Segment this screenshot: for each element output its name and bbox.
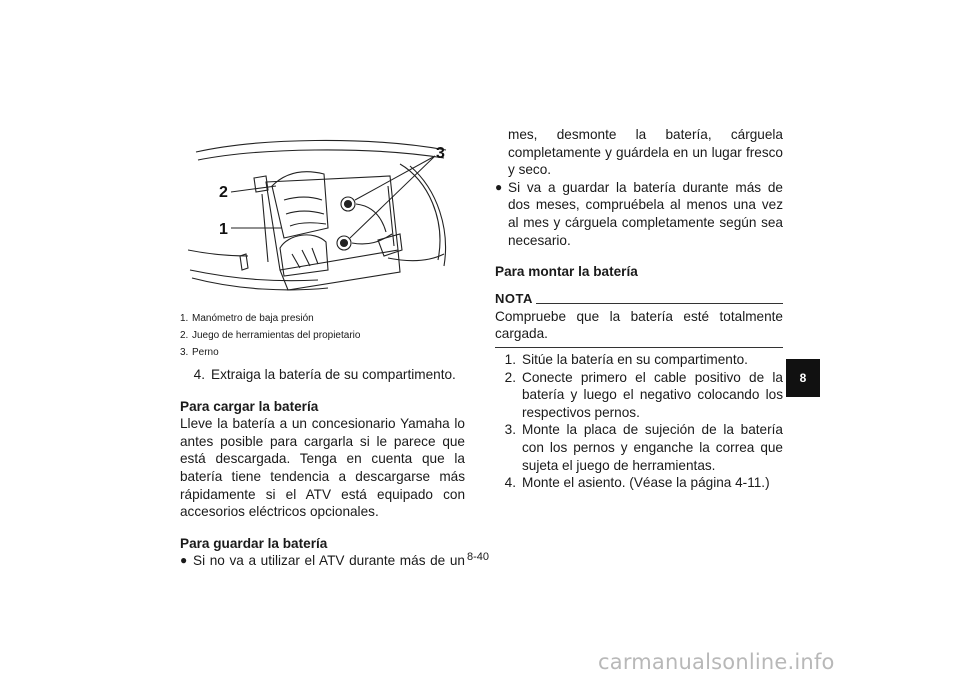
charge-paragraph: Lleve la batería a un concesionario Yamaha lo antes posible para cargarla si le parece que está descargada. Tenga en cuenta que la batería tiene tendencia a descargarse más rápidamente si el ATV está equipado con accesorios eléctricos opcionales.	[180, 416, 465, 520]
right-column	[495, 126, 783, 492]
watermark: carmanualsonline.info	[598, 650, 835, 674]
callout-label-2: 2	[219, 184, 228, 201]
callout-label-3: 3	[436, 145, 445, 162]
figure-captions	[180, 310, 470, 361]
note-header	[495, 292, 783, 306]
bullet-dot-icon: ●	[180, 553, 188, 568]
note-rule	[536, 303, 783, 304]
note-end-rule	[495, 347, 783, 348]
mount-step: 4. Monte el asiento. (Véase la página 4-11.)	[504, 475, 770, 491]
left-column	[180, 366, 465, 570]
store-bullet-1-continued: mes, desmonte la batería, cárguela completamente y guárdela en un lugar fresco y seco.	[508, 127, 783, 178]
mount-heading: Para montar la batería	[495, 264, 638, 280]
bullet-dot-icon: ●	[495, 179, 503, 194]
battery-compartment-illustration	[188, 130, 450, 302]
callout-label-1: 1	[219, 221, 228, 238]
note-label: NOTA	[495, 290, 533, 306]
caption-item: 2. Juego de herramientas del propietario	[180, 330, 361, 341]
mount-step: 2. Conecte primero el cable positivo de la batería y luego el negativo colocando los respectivos pernos.	[504, 369, 783, 420]
mount-step: 1. Sitúe la batería en su compartimento.	[504, 351, 748, 367]
caption-item: 3. Perno	[180, 347, 219, 358]
caption-item: 1. Manómetro de baja presión	[180, 313, 314, 324]
chapter-tab[interactable]: 8	[786, 359, 820, 397]
battery-compartment-drawing	[188, 130, 450, 302]
charge-heading: Para cargar la batería	[180, 398, 319, 414]
note-text: Compruebe que la batería esté totalmente cargada.	[495, 308, 783, 342]
store-heading: Para guardar la batería	[180, 535, 328, 551]
removal-step-4: 4. Extraiga la batería de su compartimento.	[193, 367, 456, 382]
store-bullet-1: ● Si no va a utilizar el ATV durante más de un	[180, 553, 465, 569]
mount-step: 3. Monte la placa de sujeción de la batería con los pernos y enganche la correa que sujeta el juego de herramientas.	[504, 422, 783, 473]
store-bullet-2: ● Si va a guardar la batería durante más de dos meses, compruébela al menos una vez al mes y cárguela completamente según sea necesario.	[495, 179, 783, 248]
page-number: 8-40	[467, 551, 490, 563]
